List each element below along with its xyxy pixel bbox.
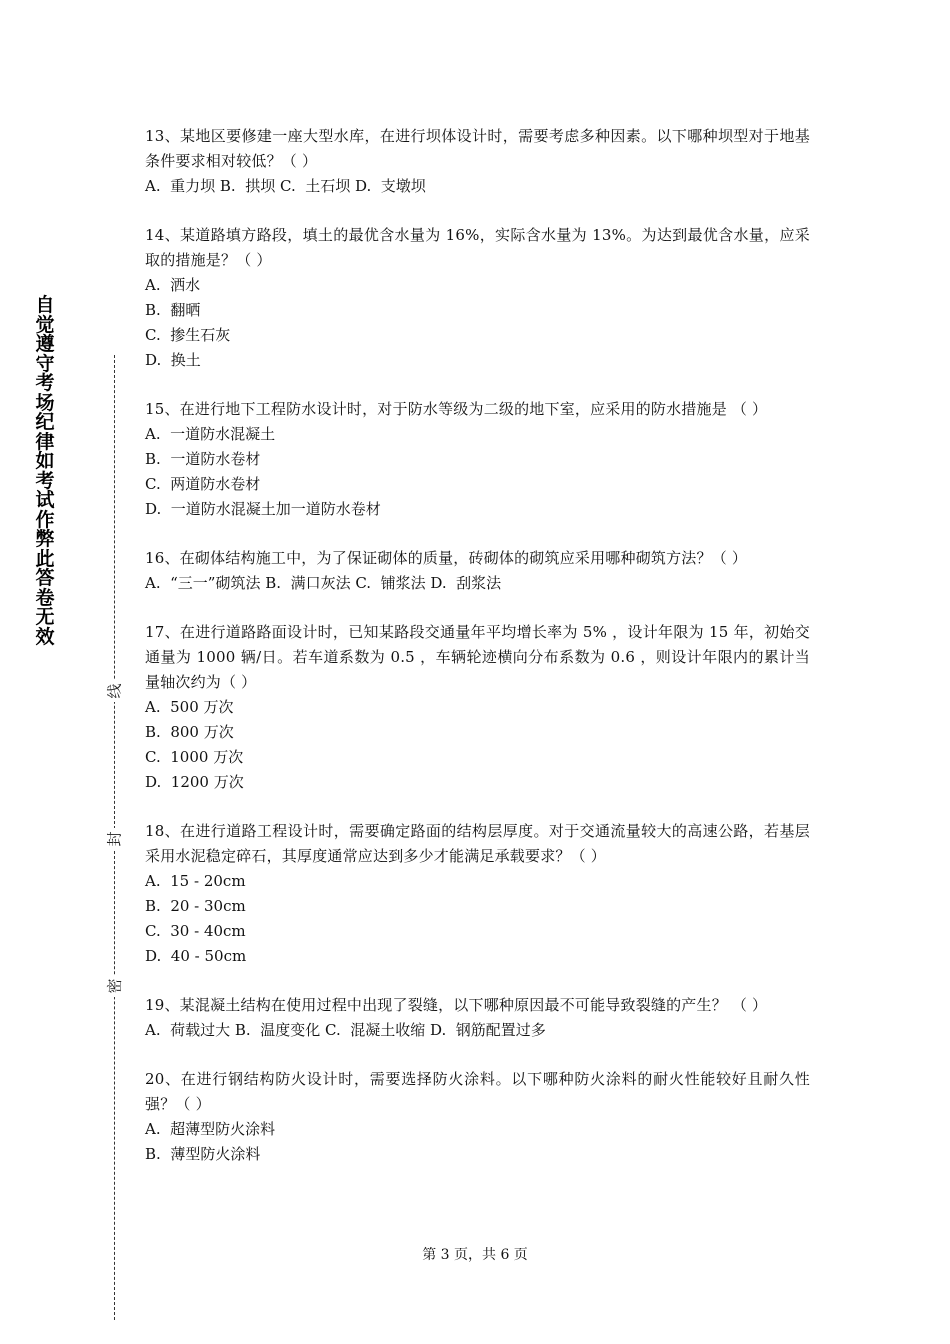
option-b: B. 800 万次 bbox=[145, 723, 234, 741]
page-number: 第 3 页，共 6 页 bbox=[422, 1247, 528, 1263]
question-19 bbox=[145, 993, 810, 1043]
option-d: D. 1200 万次 bbox=[145, 773, 244, 791]
question-text: 15、在进行地下工程防水设计时，对于防水等级为二级的地下室，应采用的防水措施是 （ ） bbox=[145, 400, 768, 418]
question-13 bbox=[145, 124, 810, 199]
question-text: 13、某地区要修建一座大型水库，在进行坝体设计时，需要考虑多种因素。以下哪种坝型对于地基条件要求相对较低？（ ） bbox=[145, 127, 810, 170]
option-b: B. 一道防水卷材 bbox=[145, 450, 261, 468]
option-a: A. 15 - 20cm bbox=[145, 872, 246, 890]
option-a: A. 500 万次 bbox=[145, 698, 234, 716]
question-text: 16、在砌体结构施工中，为了保证砌体的质量，砖砌体的砌筑应采用哪种砌筑方法？（ ） bbox=[145, 549, 748, 567]
option-c: C. 1000 万次 bbox=[145, 748, 244, 766]
question-16 bbox=[145, 546, 810, 596]
option-c: C. 掺生石灰 bbox=[145, 326, 231, 344]
question-text: 18、在进行道路工程设计时，需要确定路面的结构层厚度。对于交通流量较大的高速公路，若基层采用水泥稳定碎石，其厚度通常应达到多少才能满足承载要求？（ ） bbox=[145, 822, 810, 865]
option-b: B. 薄型防火涂料 bbox=[145, 1145, 261, 1163]
question-text: 20、在进行钢结构防火设计时，需要选择防火涂料。以下哪种防火涂料的耐火性能较好且耐久性强？（ ） bbox=[145, 1070, 810, 1113]
exam-discipline-notice: 自觉遵守考场纪律如考试作弊此答卷无效 bbox=[35, 294, 55, 648]
option-c: C. 两道防水卷材 bbox=[145, 475, 261, 493]
option-a: A. 超薄型防火涂料 bbox=[145, 1120, 276, 1138]
question-15 bbox=[145, 397, 810, 522]
question-18 bbox=[145, 819, 810, 969]
option-c: C. 30 - 40cm bbox=[145, 922, 246, 940]
option-b: B. 翻晒 bbox=[145, 301, 201, 319]
binding-label-seal: 封 bbox=[105, 828, 125, 850]
option-a: A. 洒水 bbox=[145, 276, 201, 294]
binding-label-line: 线 bbox=[105, 680, 125, 702]
question-14 bbox=[145, 223, 810, 373]
option-d: D. 40 - 50cm bbox=[145, 947, 247, 965]
option-d: D. 换土 bbox=[145, 351, 201, 369]
option-b: B. 20 - 30cm bbox=[145, 897, 246, 915]
option-a: A. 一道防水混凝土 bbox=[145, 425, 276, 443]
question-options: A. “三一”砌筑法 B. 满口灰法 C. 铺浆法 D. 刮浆法 bbox=[145, 574, 502, 592]
question-options: A. 荷载过大 B. 温度变化 C. 混凝土收缩 D. 钢筋配置过多 bbox=[145, 1021, 546, 1039]
question-text: 17、在进行道路路面设计时，已知某路段交通量年平均增长率为 5% ，设计年限为 15 年，初始交通量为 1000 辆/日。若车道系数为 0.5 ，车辆轮迹横向分布系数为 0.6 ，则设计年限内的累计当量轴次约为（ ） bbox=[145, 623, 810, 691]
question-20 bbox=[145, 1067, 810, 1167]
option-d: D. 一道防水混凝土加一道防水卷材 bbox=[145, 500, 381, 518]
question-text: 14、某道路填方路段，填土的最优含水量为 16%，实际含水量为 13%。为达到最优含水量，应采取的措施是？（ ） bbox=[145, 226, 810, 269]
question-17 bbox=[145, 620, 810, 795]
binding-label-secret: 密 bbox=[105, 975, 125, 997]
question-options: A. 重力坝 B. 拱坝 C. 土石坝 D. 支墩坝 bbox=[145, 177, 426, 195]
question-text: 19、某混凝土结构在使用过程中出现了裂缝，以下哪种原因最不可能导致裂缝的产生？ （ ） bbox=[145, 996, 768, 1014]
question-list bbox=[145, 124, 810, 1191]
